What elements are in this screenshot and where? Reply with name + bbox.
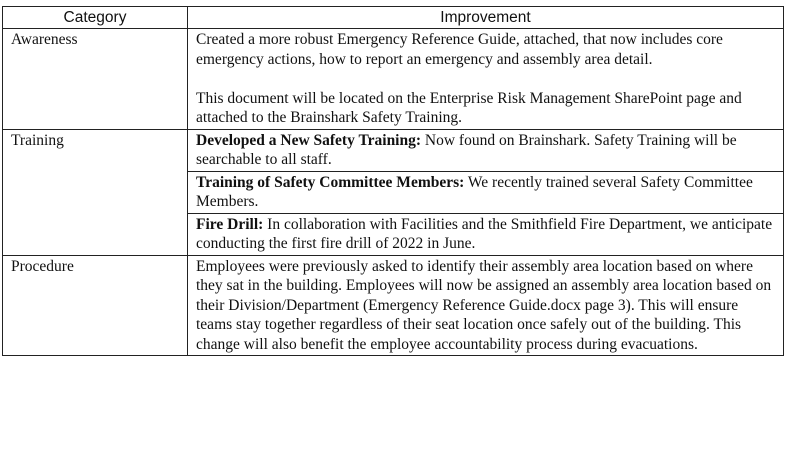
improvement-lead: Fire Drill:: [196, 215, 264, 233]
improvement-paragraph: Employees were previously asked to identify their assembly area location based on where they sat in the building. Employees will now be assigned an assembly area location based on their Division/Department (Emergency Reference Guide.docx page 3). This will ensure teams stay together regardless of their seat location once safely out of the building. This change will also benefit the employee accountability process during evacuations.: [196, 257, 772, 353]
header-row: [3, 7, 784, 29]
header-improvement: Improvement: [188, 7, 784, 29]
improvement-text: In collaboration with Facilities and the Smithfield Fire Department, we anticipate conducting the first fire drill of 2022 in June.: [196, 215, 773, 252]
header-category: Category: [3, 7, 188, 29]
improvements-table: [2, 6, 784, 356]
category-cell: Awareness: [3, 29, 188, 130]
improvement-cell: [188, 255, 784, 356]
improvement-cell: [188, 129, 784, 171]
improvement-cell: [188, 213, 784, 255]
improvement-paragraph: Created a more robust Emergency Reference Guide, attached, that now includes core emergency actions, how to report an emergency and assembly area detail.: [196, 31, 723, 68]
improvement-paragraph: This document will be located on the Enterprise Risk Management SharePoint page and attached to the Brainshark Safety Training.: [196, 89, 742, 126]
improvement-cell: [188, 171, 784, 213]
table-row-procedure: [3, 255, 784, 356]
table-row-training: [3, 129, 784, 171]
improvement-lead: Training of Safety Committee Members:: [196, 173, 465, 191]
improvement-text: We recently trained several Safety Committee Members.: [196, 173, 753, 210]
improvement-text: Now found on Brainshark. Safety Training will be searchable to all staff.: [196, 131, 737, 168]
improvement-cell: [188, 29, 784, 130]
table-row-awareness: [3, 29, 784, 130]
category-cell: Training: [3, 129, 188, 255]
category-cell: Procedure: [3, 255, 188, 356]
improvement-lead: Developed a New Safety Training:: [196, 131, 422, 149]
